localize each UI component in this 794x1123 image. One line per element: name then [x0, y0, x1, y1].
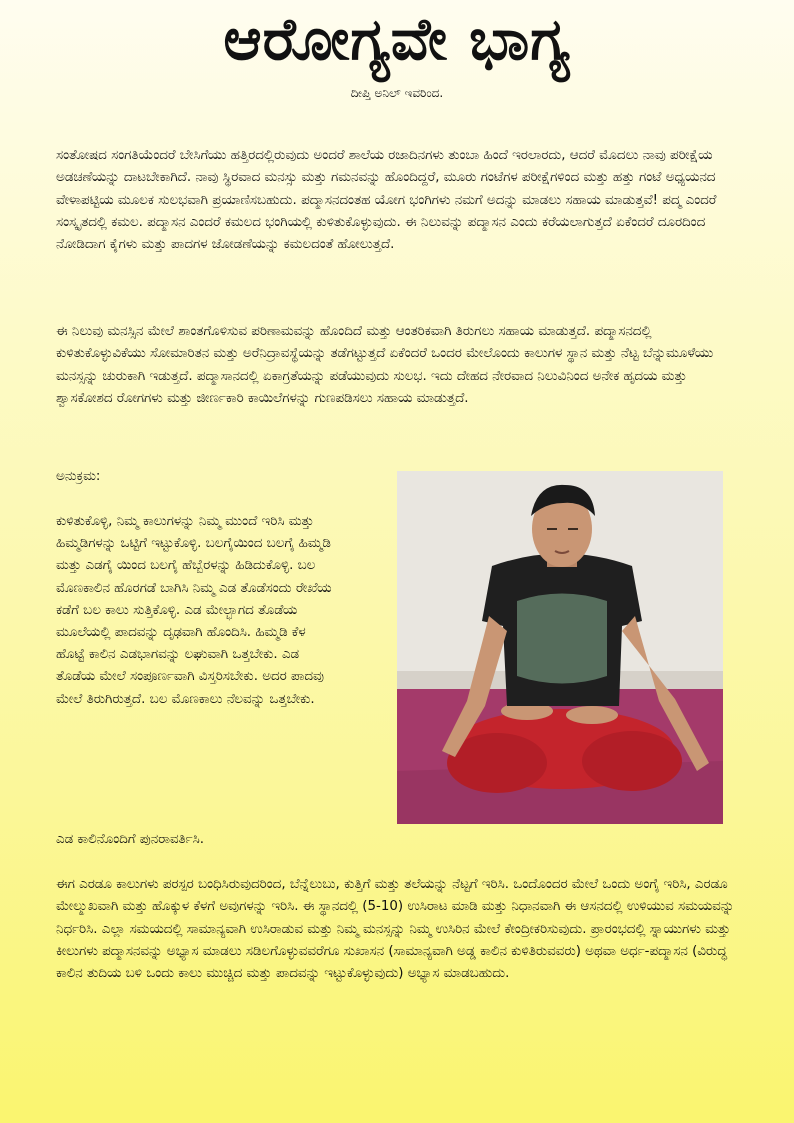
practice-paragraph: ಈಗ ಎರಡೂ ಕಾಲುಗಳು ಪರಸ್ಪರ ಬಂಧಿಸಿರುವುದರಿಂದ, ಬೆನ್ನೆಲುಬು, ಕುತ್ತಿಗೆ ಮತ್ತು ತಲೆಯನ್ನು ನೆಟ್ಟಗೆ ಇರಿಸಿ. ಒಂದೊಂದರ ಮೇಲೆ ಒಂದು ಅಂಗೈ ಇರಿಸಿ, ಎರಡೂ ಮೇಲ್ಮುಖವಾಗಿ ಮತ್ತು ಹೊಕ್ಕುಳ ಕೆಳಗೆ ಅವುಗಳನ್ನು ಇರಿಸಿ. ಈ ಸ್ಥಾನದಲ್ಲಿ (5-10) ಉಸಿರಾಟ ಮಾಡಿ ಮತ್ತು ನಿಧಾನವಾಗಿ ಈ ಆಸನದಲ್ಲಿ ಉಳಿಯುವ ಸಮಯವನ್ನು ನಿರ್ಧರಿಸಿ. ಎಲ್ಲಾ ಸಮಯದಲ್ಲಿ ಸಾಮಾನ್ಯವಾಗಿ ಉಸಿರಾಡುವ ಮತ್ತು ನಿಮ್ಮ ಮನಸ್ಸನ್ನು ನಿಮ್ಮ ಉಸಿರಿನ ಮೇಲೆ ಕೇಂದ್ರೀಕರಿಸುವುದು. ಪ್ರಾರಂಭದಲ್ಲಿ ಸ್ನಾಯುಗಳು ಮತ್ತು ಕೀಲುಗಳು ಪದ್ಮಾಸನವನ್ನು ಅಭ್ಯಾಸ ಮಾಡಲು ಸಡಿಲಗೊಳ್ಳುವವರೆಗೂ ಸುಖಾಸನ (ಸಾಮಾನ್ಯವಾಗಿ ಅಡ್ಡ ಕಾಲಿನ ಕುಳಿತಿರುವವರು) ಅಥವಾ ಅರ್ಧ-ಪದ್ಮಾಸನ (ವಿರುದ್ಧ ಕಾಲಿನ ತುದಿಯ ಬಳಿ ಒಂದು ಕಾಲು ಮುಚ್ಚಿದ ಮತ್ತು ಪಾದವನ್ನು ಇಟ್ಟುಕೊಳ್ಳುವುದು) ಅಭ್ಯಾಸ ಮಾಡಬಹುದು.	[56, 877, 735, 982]
tshirt-print	[517, 594, 607, 684]
repeat-note: ಎಡ ಕಾಲಿನೊಂದಿಗೆ ಪುನರಾವರ್ತಿಸಿ.	[56, 832, 204, 847]
page-title: ಆರೋಗ್ಯವೇ ಭಾಗ್ಯ	[223, 5, 571, 73]
right-foot	[566, 706, 618, 724]
author-byline: ದೀಪ್ತಿ ಅನಿಲ್ ಇವರಿಂದ.	[350, 86, 444, 100]
padmasana-photo	[397, 471, 723, 824]
steps-heading: ಅನುಕ್ರಮ:	[56, 469, 101, 484]
benefits-paragraph: ಈ ನಿಲುವು ಮನಸ್ಸಿನ ಮೇಲೆ ಶಾಂತಗೊಳಿಸುವ ಪರಿಣಾಮವನ್ನು ಹೊಂದಿದೆ ಮತ್ತು ಆಂತರಿಕವಾಗಿ ತಿರುಗಲು ಸಹಾಯ ಮಾಡುತ್ತದೆ. ಪದ್ಮಾಸನದಲ್ಲಿ ಕುಳಿತುಕೊಳ್ಳುವಿಕೆಯು ಸೋಮಾರಿತನ ಮತ್ತು ಅರೆನಿದ್ರಾವಸ್ಥೆಯನ್ನು ತಡೆಗಟ್ಟುತ್ತದೆ ಏಕೆಂದರೆ ಒಂದರ ಮೇಲೊಂದು ಕಾಲುಗಳ ಸ್ಥಾನ ಮತ್ತು ನೆಟ್ಟ ಬೆನ್ನುಮೂಳೆಯು ಮನಸ್ಸನ್ನು ಚುರುಕಾಗಿ ಇಡುತ್ತದೆ. ಪದ್ಮಾಸಾನದಲ್ಲಿ ಏಕಾಗ್ರತೆಯನ್ನು ಪಡೆಯುವುದು ಸುಲಭ. ಇದು ದೇಹದ ನೇರವಾದ ನಿಲುವಿನಿಂದ ಅನೇಕ ಹೃದಯ ಮತ್ತು ಶ್ವಾಸಕೋಶದ ರೋಗಗಳು ಮತ್ತು ಜೀರ್ಣಕಾರಿ ಕಾಯಿಲೆಗಳನ್ನು ಗುಣಪಡಿಸಲು ಸಹಾಯ ಮಾಡುತ್ತದೆ.	[56, 324, 714, 406]
intro-paragraph: ಸಂತೋಷದ ಸಂಗತಿಯೆಂದರೆ ಬೇಸಿಗೆಯು ಹತ್ತಿರದಲ್ಲಿರುವುದು ಅಂದರೆ ಶಾಲೆಯ ರಜಾದಿನಗಳು ತುಂಬಾ ಹಿಂದೆ ಇರಲಾರದು, ಆದರೆ ಮೊದಲು ನಾವು ಪರೀಕ್ಷೆಯ ಅಡಚಣೆಯನ್ನು ದಾಟಬೇಕಾಗಿದೆ. ನಾವು ಸ್ಥಿರವಾದ ಮನಸ್ಸು ಮತ್ತು ಗಮನವನ್ನು ಹೊಂದಿದ್ದರೆ, ಮೂರು ಗಂಟೆಗಳ ಪರೀಕ್ಷೆಗಳಿಂದ ಮತ್ತು ಹತ್ತು ಗಂಟೆ ಅಧ್ಯಯನದ ವೇಳಾಪಟ್ಟಿಯ ಮೂಲಕ ಸುಲಭವಾಗಿ ಪ್ರಯಾಣಿಸಬಹುದು. ಪದ್ಮಾಸನದಂತಹ ಯೋಗ ಭಂಗಿಗಳು ನಮಗೆ ಅದನ್ನು ಮಾಡಲು ಸಹಾಯ ಮಾಡುತ್ತವೆ! ಪದ್ಮ ಎಂದರೆ ಸಂಸ್ಕೃತದಲ್ಲಿ ಕಮಲ. ಪದ್ಮಾಸನ ಎಂದರೆ ಕಮಲದ ಭಂಗಿಯಲ್ಲಿ ಕುಳಿತುಕೊಳ್ಳುವುದು. ಈ ನಿಲುವನ್ನು ಪದ್ಮಾಸನ ಎಂದು ಕರೆಯಲಾಗುತ್ತದೆ ಏಕೆಂದರೆ ದೂರದಿಂದ ನೋಡಿದಾಗ ಕೈಗಳು ಮತ್ತು ಪಾದಗಳ ಜೋಡಣೆಯನ್ನು ಕಮಲದಂತೆ ಹೋಲುತ್ತದೆ.	[56, 148, 717, 253]
child-in-lotus-pose-illustration	[397, 471, 723, 824]
steps-paragraph: ಕುಳಿತುಕೊಳ್ಳಿ, ನಿಮ್ಮ ಕಾಲುಗಳನ್ನು ನಿಮ್ಮ ಮುಂದೆ ಇರಿಸಿ ಮತ್ತು ಹಿಮ್ಮಡಿಗಳನ್ನು ಒಟ್ಟಿಗೆ ಇಟ್ಟುಕೊಳ್ಳಿ. ಬಲಗೈಯಿಂದ ಬಲಗೈ ಹಿಮ್ಮಡಿ ಮತ್ತು ಎಡಗೈ ಯಿಂದ ಬಲಗೈ ಹೆಬ್ಬೆರಳನ್ನು ಹಿಡಿದುಕೊಳ್ಳಿ. ಬಲ ಮೊಣಕಾಲಿನ ಹೊರಗಡೆ ಬಾಗಿಸಿ ನಿಮ್ಮ ಎಡ ತೊಡೆಸಂದು ರೇಖೆಯ ಕಡೆಗೆ ಬಲ ಕಾಲು ಸುತ್ತಿಕೊಳ್ಳಿ. ಎಡ ಮೇಲ್ಭಾಗದ ತೊಡೆಯ ಮೂಲೆಯಲ್ಲಿ ಪಾದವನ್ನು ದೃಢವಾಗಿ ಹೊಂದಿಸಿ. ಹಿಮ್ಮಡಿ ಕೆಳ ಹೊಟ್ಟೆ ಕಾಲಿನ ಎಡಭಾಗವನ್ನು ಲಘುವಾಗಿ ಒತ್ತಬೇಕು. ಎಡ ತೊಡೆಯ ಮೇಲೆ ಸಂಪೂರ್ಣವಾಗಿ ವಿಸ್ತರಿಸಬೇಕು. ಅದರ ಪಾದವು ಮೇಲೆ ತಿರುಗಿರುತ್ತದೆ. ಬಲ ಮೊಣಕಾಲು ನೆಲವನ್ನು ಒತ್ತಬೇಕು.	[56, 514, 332, 707]
